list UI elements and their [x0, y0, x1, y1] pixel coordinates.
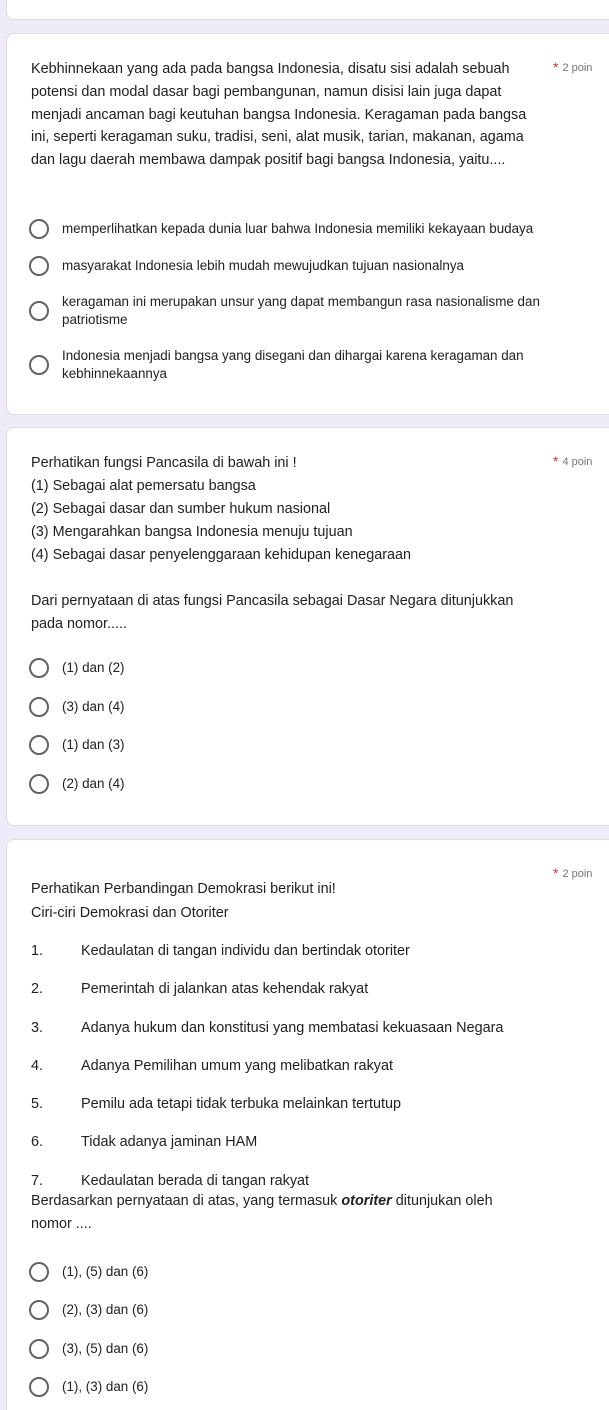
criteria-item-4: 4. Adanya Pemilihan umum yang melibatkan rakyat — [31, 1058, 393, 1074]
question-card-1 — [6, 33, 609, 415]
option-label: (1), (5) dan (6) — [62, 1264, 149, 1279]
radio-button[interactable] — [29, 735, 49, 755]
question-card-3 — [6, 839, 609, 1410]
question-text: Kebhinnekaan yang ada pada bangsa Indonesia, disatu sisi adalah sebuah potensi dan modal dasar bagi pembangunan, namun disisi lain juga dapat menjadi ancaman bagi keutuhan bangsa Indonesia. Keragaman pada bangsa ini, seperti keragaman suku, tradisi, seni, alat musik, tarian, makanan, agama dan lagu daerah membawa dampak positif bagi bangsa Indonesia, yaitu.... — [31, 61, 527, 169]
radio-button[interactable] — [29, 1262, 49, 1282]
statement-item-3: (3) Mengarahkan bangsa Indonesia menuju tujuan — [31, 524, 353, 540]
radio-button[interactable] — [29, 658, 49, 678]
criteria-item-5: 5. Pemilu ada tetapi tidak terbuka melainkan tertutup — [31, 1096, 401, 1112]
option-label: Indonesia menjadi bangsa yang disegani dan dihargai karena keragaman dan kebhinnekaannya — [62, 348, 524, 381]
option-2[interactable] — [29, 1300, 589, 1320]
points-indicator — [553, 59, 592, 75]
required-asterisk-icon: * — [553, 453, 559, 469]
radio-button[interactable] — [29, 697, 49, 717]
radio-button[interactable] — [29, 301, 49, 321]
option-label: (3) dan (4) — [62, 699, 125, 714]
radio-button[interactable] — [29, 1377, 49, 1397]
option-3[interactable] — [29, 735, 589, 755]
option-label: (2) dan (4) — [62, 776, 125, 791]
option-1[interactable] — [29, 1262, 589, 1282]
previous-card-edge — [6, 0, 609, 20]
option-1[interactable] — [29, 658, 589, 678]
option-2[interactable] — [29, 697, 589, 717]
radio-button[interactable] — [29, 1300, 49, 1320]
criteria-item-1: 1. Kedaulatan di tangan individu dan bertindak otoriter — [31, 943, 410, 959]
option-label: keragaman ini merupakan unsur yang dapat membangun rasa nasionalisme dan patriotisme — [62, 294, 540, 327]
question-text: Dari pernyataan di atas fungsi Pancasila sebagai Dasar Negara ditunjukkan pada nomor..... — [31, 593, 514, 632]
question-intro: Perhatikan Perbandingan Demokrasi berikut ini! — [31, 881, 336, 897]
option-4[interactable] — [29, 1377, 589, 1397]
criteria-item-6: 6. Tidak adanya jaminan HAM — [31, 1134, 258, 1150]
statement-item-1: (1) Sebagai alat pemersatu bangsa — [31, 478, 256, 494]
question-card-2 — [6, 427, 609, 826]
option-4[interactable] — [29, 347, 589, 383]
question-intro: Perhatikan fungsi Pancasila di bawah ini ! — [31, 455, 297, 471]
option-label: (2), (3) dan (6) — [62, 1302, 149, 1317]
radio-button[interactable] — [29, 774, 49, 794]
option-3[interactable] — [29, 293, 589, 329]
criteria-item-3: 3. Adanya hukum dan konstitusi yang membatasi kekuasaan Negara — [31, 1020, 504, 1036]
question-subtitle: Ciri-ciri Demokrasi dan Otoriter — [31, 905, 229, 921]
points-label: 4 poin — [562, 456, 593, 468]
criteria-item-7: 7. Kedaulatan berada di tangan rakyat — [31, 1173, 310, 1189]
points-indicator — [553, 453, 592, 469]
option-label: (3), (5) dan (6) — [62, 1341, 149, 1356]
radio-button[interactable] — [29, 256, 49, 276]
required-asterisk-icon: * — [553, 865, 559, 881]
question-text: Berdasarkan pernyataan di atas, yang termasuk otoriter ditunjukan oleh nomor .... — [31, 1193, 493, 1232]
statement-item-4: (4) Sebagai dasar penyelenggaraan kehidupan kenegaraan — [31, 547, 412, 563]
option-label: (1) dan (2) — [62, 660, 125, 675]
radio-button[interactable] — [29, 219, 49, 239]
option-label: masyarakat Indonesia lebih mudah mewujudkan tujuan nasionalnya — [62, 258, 464, 273]
radio-button[interactable] — [29, 1339, 49, 1359]
statement-item-2: (2) Sebagai dasar dan sumber hukum nasional — [31, 501, 331, 517]
required-asterisk-icon: * — [553, 59, 559, 75]
option-1[interactable] — [29, 219, 589, 239]
points-label: 2 poin — [562, 868, 593, 880]
criteria-item-2: 2. Pemerintah di jalankan atas kehendak rakyat — [31, 981, 369, 997]
radio-button[interactable] — [29, 355, 49, 375]
option-2[interactable] — [29, 256, 589, 276]
points-label: 2 poin — [562, 62, 593, 74]
points-indicator — [553, 865, 592, 881]
option-label: (1), (3) dan (6) — [62, 1379, 149, 1394]
option-4[interactable] — [29, 774, 589, 794]
option-label: (1) dan (3) — [62, 737, 125, 752]
emphasis-word: otoriter — [341, 1193, 392, 1209]
option-3[interactable] — [29, 1339, 589, 1359]
option-label: memperlihatkan kepada dunia luar bahwa Indonesia memiliki kekayaan budaya — [62, 221, 534, 236]
